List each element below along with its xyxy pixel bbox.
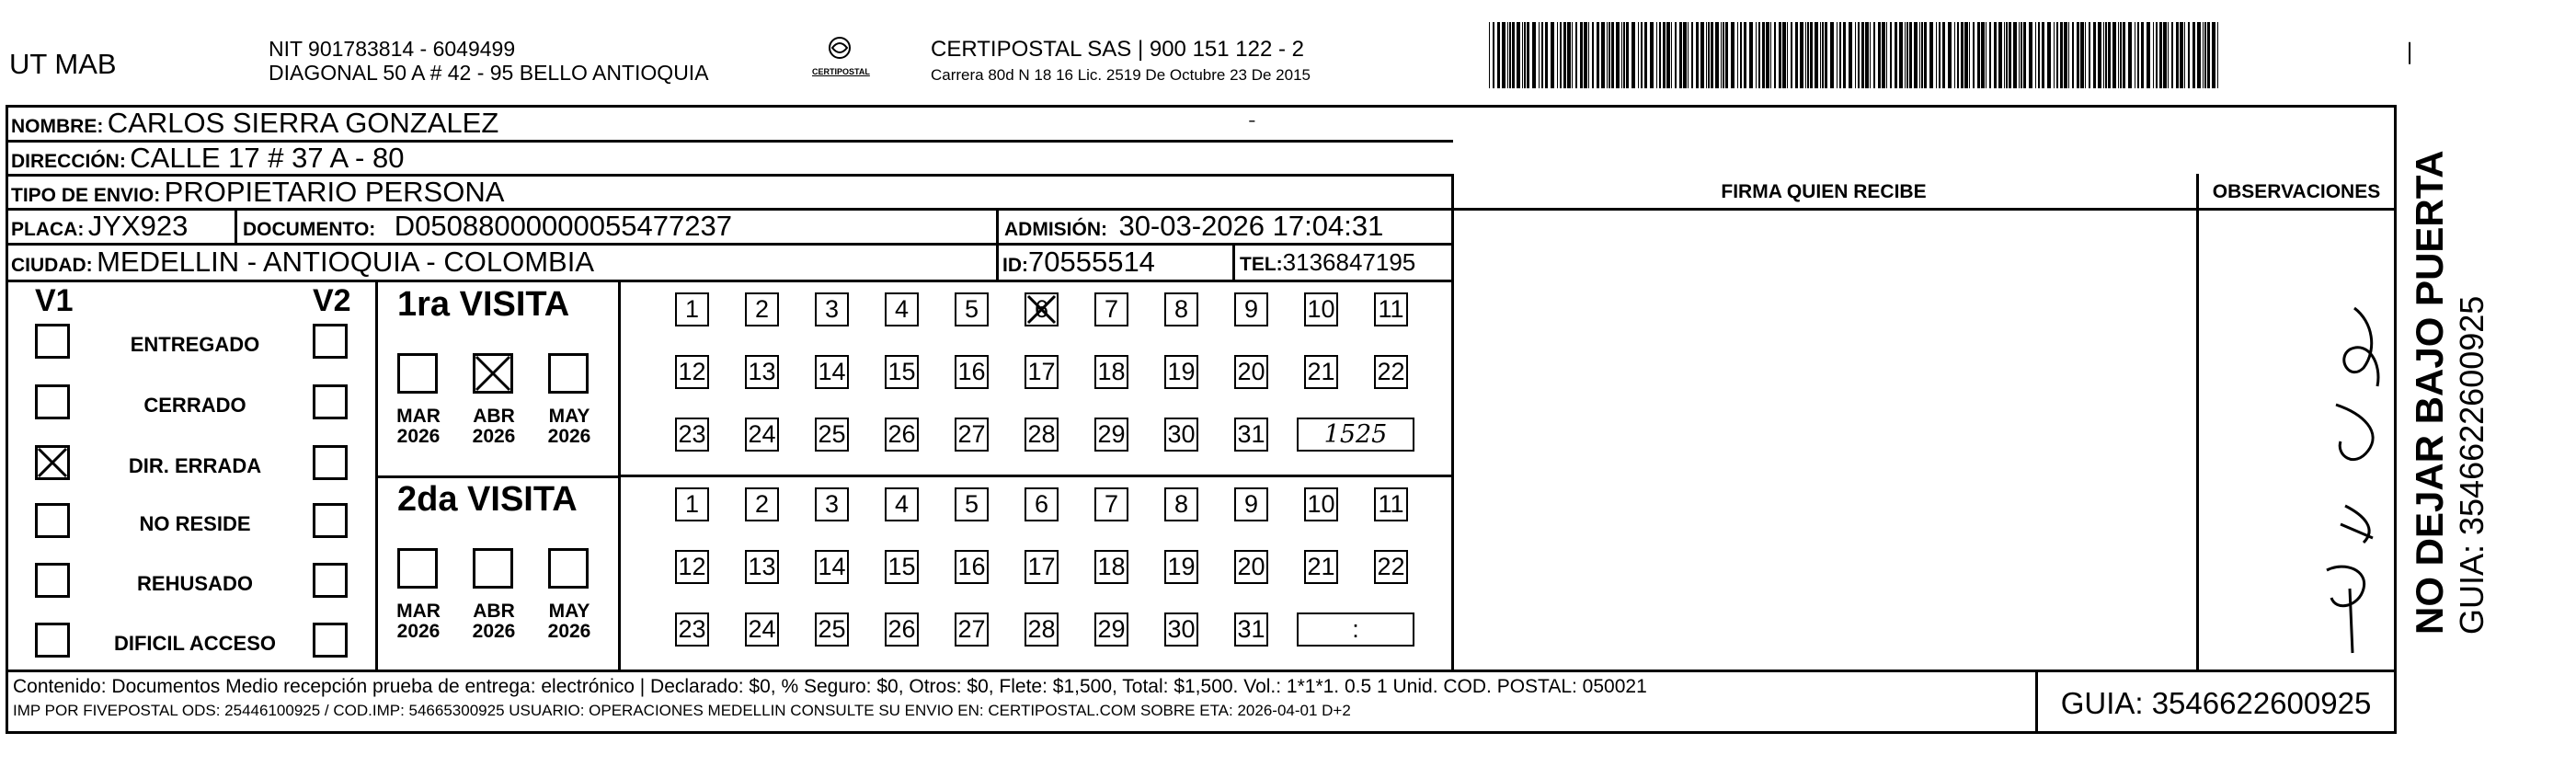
carrier-name: CERTIPOSTAL SAS | 900 151 122 - 2 bbox=[931, 37, 1304, 62]
side-guia: GUIA: 3546622600925 bbox=[2453, 295, 2490, 635]
day-box[interactable]: 21 bbox=[1304, 550, 1338, 584]
day-box[interactable]: 16 bbox=[955, 550, 989, 584]
day-box[interactable]: 7 bbox=[1094, 292, 1128, 326]
month-label bbox=[386, 601, 451, 642]
logo-text: CERTIPOSTAL bbox=[812, 67, 870, 76]
month-name: ABR bbox=[473, 406, 515, 427]
month-label bbox=[386, 406, 451, 447]
day-box[interactable]: 18 bbox=[1094, 550, 1128, 584]
address-row bbox=[11, 140, 404, 175]
v2-label: V2 bbox=[313, 283, 351, 318]
footer-guia: GUIA: 3546622600925 bbox=[2060, 686, 2372, 720]
type-label: TIPO DE ENVIO: bbox=[11, 185, 161, 206]
day-box[interactable]: 18 bbox=[1094, 355, 1128, 389]
day-box[interactable]: 22 bbox=[1374, 355, 1408, 389]
day-box[interactable]: 15 bbox=[885, 550, 919, 584]
day-box[interactable]: 29 bbox=[1094, 418, 1128, 452]
recipient-name: CARLOS SIERRA GONZALEZ bbox=[107, 107, 499, 139]
day-box[interactable]: 25 bbox=[815, 612, 849, 647]
day-box[interactable]: 5 bbox=[955, 487, 989, 521]
side-note bbox=[2407, 120, 2491, 635]
stray-mark: ❘ bbox=[2400, 40, 2420, 64]
v1-checkbox[interactable] bbox=[35, 384, 70, 419]
month-year: 2026 bbox=[547, 426, 591, 447]
sender-block bbox=[269, 37, 709, 85]
admission-field bbox=[1004, 208, 1383, 243]
day-box[interactable]: 20 bbox=[1234, 355, 1268, 389]
visit2-title: 2da VISITA bbox=[397, 480, 578, 519]
month-label bbox=[537, 406, 601, 447]
barcode bbox=[1487, 22, 2221, 88]
v1-checkbox[interactable] bbox=[35, 623, 70, 658]
time-box[interactable]: 1525 bbox=[1297, 418, 1414, 452]
signature-label: FIRMA QUIEN RECIBE bbox=[1721, 181, 1927, 202]
day-box[interactable]: 11 bbox=[1374, 487, 1408, 521]
time-box[interactable]: : bbox=[1297, 612, 1414, 647]
id-value: 70555514 bbox=[1028, 246, 1155, 278]
v1-checkbox[interactable] bbox=[35, 503, 70, 538]
day-box[interactable]: 13 bbox=[745, 355, 779, 389]
city-label: CIUDAD: bbox=[11, 255, 93, 276]
day-box[interactable]: 29 bbox=[1094, 612, 1128, 647]
city-value: MEDELLIN - ANTIOQUIA - COLOMBIA bbox=[97, 246, 594, 278]
plate-field bbox=[11, 208, 188, 243]
shipment-type: PROPIETARIO PERSONA bbox=[164, 176, 505, 208]
month-label bbox=[537, 601, 601, 642]
document-value: D05088000000055477237 bbox=[394, 210, 732, 242]
day-box[interactable]: 25 bbox=[815, 418, 849, 452]
month-name: MAR bbox=[396, 406, 441, 427]
day-box[interactable]: 26 bbox=[885, 612, 919, 647]
day-box[interactable]: 4 bbox=[885, 487, 919, 521]
v2-checkbox[interactable] bbox=[313, 563, 348, 598]
name-row bbox=[11, 105, 498, 140]
month-name: ABR bbox=[473, 601, 515, 622]
day-box[interactable]: 31 bbox=[1234, 418, 1268, 452]
month-check-x bbox=[473, 353, 513, 394]
v2-checkbox[interactable] bbox=[313, 623, 348, 658]
day-box[interactable]: 22 bbox=[1374, 550, 1408, 584]
observations-label: OBSERVACIONES bbox=[2212, 181, 2381, 202]
day-box[interactable]: 26 bbox=[885, 418, 919, 452]
day-box[interactable]: 17 bbox=[1025, 550, 1059, 584]
day-check-x bbox=[1025, 292, 1059, 326]
tel-value: 3136847195 bbox=[1282, 248, 1416, 276]
sender-address: DIAGONAL 50 A # 42 - 95 BELLO ANTIOQUIA bbox=[269, 61, 709, 85]
day-box[interactable]: 28 bbox=[1025, 418, 1059, 452]
day-box[interactable]: 11 bbox=[1374, 292, 1408, 326]
day-box[interactable]: 2 bbox=[745, 487, 779, 521]
day-box[interactable]: 30 bbox=[1164, 418, 1198, 452]
month-year: 2026 bbox=[396, 621, 441, 642]
day-box[interactable]: 5 bbox=[955, 292, 989, 326]
day-box[interactable]: 7 bbox=[1094, 487, 1128, 521]
day-box[interactable]: 24 bbox=[745, 612, 779, 647]
dot-mark: ˗ bbox=[1249, 109, 1255, 129]
day-box[interactable]: 27 bbox=[955, 612, 989, 647]
document-label: DOCUMENTO: bbox=[243, 219, 376, 240]
id-field bbox=[1002, 243, 1155, 280]
footer-line1: Contenido: Documentos Medio recepción prueba de entrega: electrónico | Declarado: $0, % Seguro: $0, Otros: $0, Flete: $1,500, Total: $1,500. Vol.: 1*1*1. 0.5 1 Unid. COD. POSTAL: 050021 bbox=[13, 676, 1647, 697]
month-checkbox[interactable] bbox=[473, 548, 513, 589]
handwritten-signature bbox=[2299, 294, 2400, 662]
city-field bbox=[11, 243, 594, 280]
day-box[interactable]: 10 bbox=[1304, 487, 1338, 521]
day-box[interactable]: 14 bbox=[815, 550, 849, 584]
side-title: NO DEJAR BAJO PUERTA bbox=[2408, 150, 2451, 635]
plate-value: JYX923 bbox=[87, 210, 189, 242]
day-box[interactable]: 8 bbox=[1164, 292, 1198, 326]
day-box[interactable]: 3 bbox=[815, 487, 849, 521]
month-checkbox[interactable] bbox=[548, 353, 589, 394]
company-code: UT MAB bbox=[9, 48, 117, 80]
day-box[interactable]: 10 bbox=[1304, 292, 1338, 326]
day-box[interactable]: 1 bbox=[675, 292, 709, 326]
v1-checkbox[interactable] bbox=[35, 563, 70, 598]
month-year: 2026 bbox=[472, 426, 516, 447]
status-option-label: DIR. ERRADA bbox=[128, 454, 262, 477]
month-year: 2026 bbox=[472, 621, 516, 642]
day-box[interactable]: 28 bbox=[1025, 612, 1059, 647]
certipostal-logo bbox=[812, 35, 870, 76]
day-box[interactable]: 12 bbox=[675, 550, 709, 584]
day-box[interactable]: 4 bbox=[885, 292, 919, 326]
day-box[interactable]: 12 bbox=[675, 355, 709, 389]
address-label: DIRECCIÓN: bbox=[11, 151, 126, 172]
month-checkbox[interactable] bbox=[548, 548, 589, 589]
name-label: NOMBRE: bbox=[11, 116, 104, 137]
day-box[interactable]: 2 bbox=[745, 292, 779, 326]
month-checkbox[interactable] bbox=[397, 548, 438, 589]
document-field bbox=[243, 208, 732, 243]
tel-label: TEL: bbox=[1240, 254, 1283, 275]
day-box[interactable]: 9 bbox=[1234, 292, 1268, 326]
type-row bbox=[11, 174, 504, 209]
carrier-block bbox=[931, 37, 1311, 88]
status-option-label: ENTREGADO bbox=[130, 333, 260, 356]
day-box[interactable]: 23 bbox=[675, 612, 709, 647]
carrier-license: Carrera 80d N 18 16 Lic. 2519 De Octubre 23 De 2015 bbox=[931, 66, 1311, 84]
month-label bbox=[462, 406, 526, 447]
day-box[interactable]: 27 bbox=[955, 418, 989, 452]
month-year: 2026 bbox=[396, 426, 441, 447]
day-box[interactable]: 14 bbox=[815, 355, 849, 389]
month-name: MAY bbox=[548, 406, 590, 427]
day-box[interactable]: 19 bbox=[1164, 355, 1198, 389]
day-box[interactable]: 31 bbox=[1234, 612, 1268, 647]
month-name: MAY bbox=[548, 601, 590, 622]
day-box[interactable]: 23 bbox=[675, 418, 709, 452]
id-label: ID: bbox=[1002, 255, 1028, 276]
day-box[interactable]: 1 bbox=[675, 487, 709, 521]
status-option-label: NO RESIDE bbox=[139, 512, 251, 535]
admission-value: 30-03-2026 17:04:31 bbox=[1118, 210, 1384, 242]
day-box[interactable]: 24 bbox=[745, 418, 779, 452]
v1-label: V1 bbox=[35, 283, 74, 318]
v1-check-x bbox=[35, 445, 70, 480]
day-box[interactable]: 30 bbox=[1164, 612, 1198, 647]
day-box[interactable]: 19 bbox=[1164, 550, 1198, 584]
day-box[interactable]: 21 bbox=[1304, 355, 1338, 389]
month-checkbox[interactable] bbox=[397, 353, 438, 394]
footer-content bbox=[13, 675, 2027, 723]
admission-label: ADMISIÓN: bbox=[1004, 219, 1107, 240]
month-name: MAR bbox=[396, 601, 441, 622]
month-year: 2026 bbox=[547, 621, 591, 642]
status-option-label: REHUSADO bbox=[137, 572, 253, 595]
day-box[interactable]: 15 bbox=[885, 355, 919, 389]
v2-checkbox[interactable] bbox=[313, 445, 348, 480]
month-label bbox=[462, 601, 526, 642]
day-box[interactable]: 20 bbox=[1234, 550, 1268, 584]
recipient-address: CALLE 17 # 37 A - 80 bbox=[130, 142, 405, 174]
day-box[interactable]: 6 bbox=[1025, 487, 1059, 521]
status-option-label: DIFICIL ACCESO bbox=[113, 632, 276, 655]
day-box[interactable]: 8 bbox=[1164, 487, 1198, 521]
status-option-label: CERRADO bbox=[143, 394, 246, 417]
day-box[interactable]: 16 bbox=[955, 355, 989, 389]
day-box[interactable]: 6 bbox=[1025, 292, 1059, 326]
v2-checkbox[interactable] bbox=[313, 324, 348, 359]
day-box[interactable]: 3 bbox=[815, 292, 849, 326]
nit-text: NIT 901783814 - 6049499 bbox=[269, 37, 516, 61]
day-box[interactable]: 13 bbox=[745, 550, 779, 584]
v1-checkbox[interactable] bbox=[35, 324, 70, 359]
visit1-title: 1ra VISITA bbox=[397, 285, 570, 324]
tel-field bbox=[1240, 243, 1415, 280]
v2-checkbox[interactable] bbox=[313, 503, 348, 538]
plate-label: PLACA: bbox=[11, 219, 85, 240]
day-box[interactable]: 17 bbox=[1025, 355, 1059, 389]
footer-line2: IMP POR FIVEPOSTAL ODS: 25446100925 / COD.IMP: 54665300925 USUARIO: OPERACIONES MEDELLIN CONSULTE SU ENVIO EN: CERTIPOSTAL.COM SOBRE ETA: 2026-04-01 D+2 bbox=[13, 702, 1351, 719]
v2-checkbox[interactable] bbox=[313, 384, 348, 419]
day-box[interactable]: 9 bbox=[1234, 487, 1268, 521]
